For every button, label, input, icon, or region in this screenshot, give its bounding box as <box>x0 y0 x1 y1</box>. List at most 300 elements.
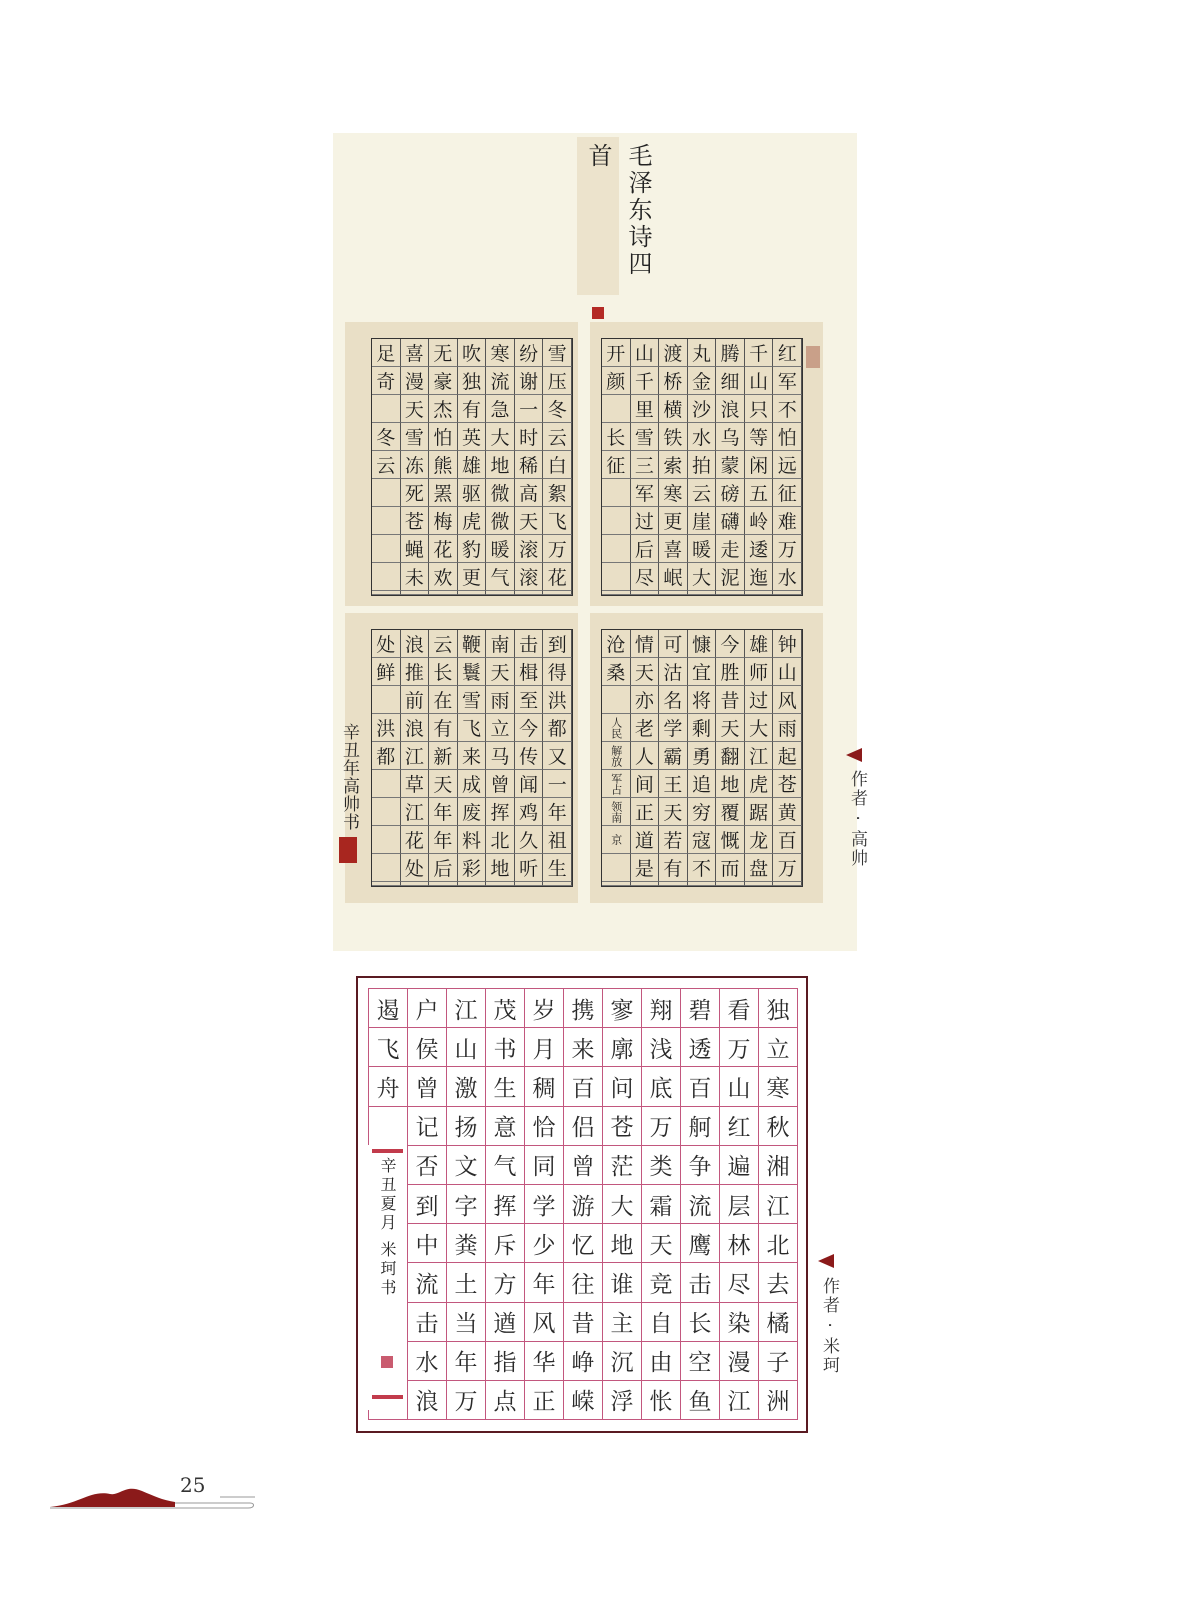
grid-cell <box>429 591 458 595</box>
grid-cell: 道 <box>631 826 660 854</box>
grid-cell: 浪 <box>401 714 430 742</box>
author-label-gaoshuai: 作者 · 高帅 <box>847 770 867 869</box>
grid-cell: 江 <box>720 1381 759 1420</box>
inscription-bottom-bar <box>372 1395 403 1399</box>
grid-cell: 雪 <box>401 423 430 451</box>
grid-cell: 云 <box>429 630 458 658</box>
grid-cell: 时 <box>515 423 544 451</box>
grid-cell: 推 <box>401 658 430 686</box>
grid-cell: 北 <box>759 1224 798 1263</box>
grid-cell <box>773 882 802 886</box>
grid-cell <box>369 1107 408 1146</box>
grid-cell: 寒 <box>759 1067 798 1106</box>
grid-cell: 侣 <box>564 1107 603 1146</box>
grid-cell: 云 <box>372 451 401 479</box>
grid-cell: 天 <box>716 714 745 742</box>
grid-cell: 立 <box>486 714 515 742</box>
grid-cell: 吹 <box>458 339 487 367</box>
grid-cell: 横 <box>659 395 688 423</box>
small-seal-icon <box>592 307 604 319</box>
grid-cell: 遒 <box>486 1303 525 1342</box>
grid-cell: 底 <box>642 1067 681 1106</box>
grid-cell: 更 <box>458 563 487 591</box>
grid-cell: 滚 <box>515 535 544 563</box>
grid-cell: 在 <box>429 686 458 714</box>
grid-cell: 茫 <box>603 1146 642 1185</box>
seal-icon <box>381 1356 393 1368</box>
grid-cell: 万 <box>447 1381 486 1420</box>
grid-cell: 礴 <box>716 507 745 535</box>
grid-cell: 霸 <box>659 742 688 770</box>
grid-cell: 磅 <box>716 479 745 507</box>
grid-cell: 怕 <box>429 423 458 451</box>
grid-cell: 军 <box>773 367 802 395</box>
grid-cell: 闲 <box>745 451 774 479</box>
grid-cell <box>543 591 572 595</box>
grid-cell: 至 <box>515 686 544 714</box>
grid-cell: 处 <box>372 630 401 658</box>
grid-cell: 江 <box>401 742 430 770</box>
grid-cell: 由 <box>642 1342 681 1381</box>
grid-cell: 携 <box>564 989 603 1028</box>
grid-cell <box>602 479 631 507</box>
grid-cell: 书 <box>486 1028 525 1067</box>
grid-cell: 风 <box>773 686 802 714</box>
grid-cell: 鹰 <box>681 1224 720 1263</box>
grid-cell: 湘 <box>759 1146 798 1185</box>
grid-cell: 将 <box>688 686 717 714</box>
grid-cell: 大 <box>486 423 515 451</box>
grid-cell: 黄 <box>773 798 802 826</box>
inscription-panel <box>368 1145 407 1410</box>
grid-cell: 万 <box>543 535 572 563</box>
grid-cell: 罴 <box>429 479 458 507</box>
grid-cell: 记 <box>408 1107 447 1146</box>
grid-cell: 冬 <box>543 395 572 423</box>
grid-cell <box>372 686 401 714</box>
grid-cell: 飞 <box>543 507 572 535</box>
grid-cell: 字 <box>447 1185 486 1224</box>
grid-cell: 挥 <box>486 798 515 826</box>
grid-cell: 争 <box>681 1146 720 1185</box>
grid-cell: 指 <box>486 1342 525 1381</box>
grid-cell: 南 <box>486 630 515 658</box>
grid-cell: 追 <box>688 770 717 798</box>
grid-cell <box>688 882 717 886</box>
grid-cell: 纷 <box>515 339 544 367</box>
seal-icon <box>339 837 357 863</box>
grid-cell: 雪 <box>458 686 487 714</box>
grid-cell: 急 <box>486 395 515 423</box>
grid-cell: 类 <box>642 1146 681 1185</box>
grid-cell: 师 <box>745 658 774 686</box>
grid-cell: 不 <box>773 395 802 423</box>
grid-cell: 粪 <box>447 1224 486 1263</box>
grid-cell: 来 <box>564 1028 603 1067</box>
grid-cell: 虎 <box>745 770 774 798</box>
grid-cell: 领南 <box>602 798 631 826</box>
grid-cell <box>745 882 774 886</box>
grid-cell: 主 <box>603 1303 642 1342</box>
grid-cell: 奇 <box>372 367 401 395</box>
grid-cell: 解放 <box>602 742 631 770</box>
grid-cell: 勇 <box>688 742 717 770</box>
grid-cell <box>372 826 401 854</box>
corner-seal-icon <box>806 346 820 368</box>
grid-cell: 尽 <box>720 1263 759 1302</box>
grid-cell: 到 <box>408 1185 447 1224</box>
grid-cell: 花 <box>401 826 430 854</box>
grid-cell: 碧 <box>681 989 720 1028</box>
grid-cell: 廓 <box>603 1028 642 1067</box>
grid-cell <box>602 507 631 535</box>
grid-cell: 流 <box>486 367 515 395</box>
grid-cell: 足 <box>372 339 401 367</box>
grid-cell: 死 <box>401 479 430 507</box>
grid-cell: 浮 <box>603 1381 642 1420</box>
panel-dongyun <box>345 322 578 606</box>
grid-cell: 慨 <box>716 826 745 854</box>
grid-cell: 土 <box>447 1263 486 1302</box>
grid-cell: 蝇 <box>401 535 430 563</box>
grid-cell: 大 <box>603 1185 642 1224</box>
grid-cell: 云 <box>543 423 572 451</box>
grid-cell: 侯 <box>408 1028 447 1067</box>
grid-cell: 前 <box>401 686 430 714</box>
grid-cell: 鬟 <box>458 658 487 686</box>
grid-cell: 怕 <box>773 423 802 451</box>
grid-cell: 透 <box>681 1028 720 1067</box>
grid-cell: 滚 <box>515 563 544 591</box>
grid-qinyuanchun <box>368 988 798 1420</box>
grid-cell: 立 <box>759 1028 798 1067</box>
grid-cell: 游 <box>564 1185 603 1224</box>
grid-cell: 华 <box>525 1342 564 1381</box>
grid-cell: 得 <box>543 658 572 686</box>
grid-cell: 江 <box>447 989 486 1028</box>
grid-cell: 漫 <box>401 367 430 395</box>
title-banner <box>577 137 652 295</box>
grid-cell: 胜 <box>716 658 745 686</box>
grid-cell: 流 <box>408 1263 447 1302</box>
grid-cell: 山 <box>745 367 774 395</box>
grid-cell: 走 <box>716 535 745 563</box>
grid-cell: 云 <box>688 479 717 507</box>
grid-cell: 挥 <box>486 1185 525 1224</box>
grid-cell: 剩 <box>688 714 717 742</box>
grid-cell: 千 <box>631 367 660 395</box>
grid-cell: 有 <box>429 714 458 742</box>
grid-cell: 老 <box>631 714 660 742</box>
grid-cell: 稠 <box>525 1067 564 1106</box>
grid-cell: 迤 <box>745 563 774 591</box>
grid-cell: 大 <box>745 714 774 742</box>
grid-cell: 怅 <box>642 1381 681 1420</box>
grid-cell: 杰 <box>429 395 458 423</box>
grid-cell: 峥 <box>564 1342 603 1381</box>
grid-cell: 少 <box>525 1224 564 1263</box>
grid-cell: 百 <box>773 826 802 854</box>
grid-cell: 山 <box>773 658 802 686</box>
grid-cell <box>515 591 544 595</box>
grid-cell: 击 <box>515 630 544 658</box>
grid-cell: 起 <box>773 742 802 770</box>
grid-cell: 寒 <box>486 339 515 367</box>
grid-cell: 看 <box>720 989 759 1028</box>
grid-cell <box>602 882 631 886</box>
panel-nanjing <box>590 613 823 903</box>
grid-cell: 问 <box>603 1067 642 1106</box>
grid-cell: 击 <box>408 1303 447 1342</box>
grid-cell: 逶 <box>745 535 774 563</box>
grid-cell: 喜 <box>659 535 688 563</box>
grid-cell: 沉 <box>603 1342 642 1381</box>
grid-changzheng <box>601 338 803 596</box>
grid-cell: 百 <box>681 1067 720 1106</box>
grid-cell: 鸡 <box>515 798 544 826</box>
grid-cell: 浪 <box>408 1381 447 1420</box>
grid-cell: 压 <box>543 367 572 395</box>
grid-cell: 暖 <box>486 535 515 563</box>
grid-cell: 人民 <box>602 714 631 742</box>
grid-cell: 浪 <box>716 395 745 423</box>
grid-cell: 拍 <box>688 451 717 479</box>
grid-cell: 天 <box>631 658 660 686</box>
grid-cell: 空 <box>681 1342 720 1381</box>
grid-cell: 流 <box>681 1185 720 1224</box>
inscription-top-bar <box>372 1149 403 1153</box>
grid-cell: 崖 <box>688 507 717 535</box>
grid-cell: 气 <box>486 563 515 591</box>
grid-cell: 风 <box>525 1303 564 1342</box>
grid-cell: 豹 <box>458 535 487 563</box>
grid-cell: 乌 <box>716 423 745 451</box>
grid-cell: 水 <box>408 1342 447 1381</box>
grid-cell: 雨 <box>486 686 515 714</box>
grid-cell: 京 <box>602 826 631 854</box>
grid-cell: 新 <box>429 742 458 770</box>
grid-cell: 霜 <box>642 1185 681 1224</box>
grid-cell: 开 <box>602 339 631 367</box>
grid-cell: 欢 <box>429 563 458 591</box>
grid-cell <box>602 563 631 591</box>
grid-cell: 都 <box>543 714 572 742</box>
grid-cell: 而 <box>716 854 745 882</box>
grid-cell: 年 <box>429 826 458 854</box>
grid-cell: 宜 <box>688 658 717 686</box>
grid-cell: 浅 <box>642 1028 681 1067</box>
grid-cell: 若 <box>659 826 688 854</box>
grid-cell: 料 <box>458 826 487 854</box>
grid-cell: 后 <box>429 854 458 882</box>
grid-cell: 雄 <box>458 451 487 479</box>
grid-cell: 英 <box>458 423 487 451</box>
grid-cell: 梅 <box>429 507 458 535</box>
grid-cell: 军 <box>631 479 660 507</box>
grid-cell: 喜 <box>401 339 430 367</box>
grid-cell: 学 <box>525 1185 564 1224</box>
grid-cell: 浪 <box>401 630 430 658</box>
grid-cell <box>602 535 631 563</box>
grid-cell: 鲜 <box>372 658 401 686</box>
grid-cell: 等 <box>745 423 774 451</box>
author-label-mike: 作者 · 米珂 <box>819 1277 839 1376</box>
grid-cell: 洪 <box>543 686 572 714</box>
grid-cell: 久 <box>515 826 544 854</box>
grid-cell: 絮 <box>543 479 572 507</box>
grid-cell: 寒 <box>659 479 688 507</box>
grid-cell: 山 <box>720 1067 759 1106</box>
grid-cell: 当 <box>447 1303 486 1342</box>
grid-cell: 点 <box>486 1381 525 1420</box>
grid-cell: 苍 <box>603 1107 642 1146</box>
grid-cell: 花 <box>543 563 572 591</box>
grid-hongdu <box>371 629 573 887</box>
grid-cell: 雪 <box>543 339 572 367</box>
grid-cell: 征 <box>773 479 802 507</box>
grid-cell: 金 <box>688 367 717 395</box>
grid-cell <box>486 882 515 886</box>
grid-cell: 忆 <box>564 1224 603 1263</box>
grid-cell: 钟 <box>773 630 802 658</box>
grid-cell: 里 <box>631 395 660 423</box>
calligraphy-artwork-mike <box>356 976 808 1433</box>
grid-cell: 未 <box>401 563 430 591</box>
grid-cell: 盘 <box>745 854 774 882</box>
grid-cell <box>372 591 401 595</box>
grid-cell: 大 <box>688 563 717 591</box>
grid-cell: 江 <box>401 798 430 826</box>
grid-cell <box>515 882 544 886</box>
grid-cell: 成 <box>458 770 487 798</box>
grid-cell: 天 <box>515 507 544 535</box>
grid-cell: 意 <box>486 1107 525 1146</box>
mountain-logo-icon <box>50 1480 260 1510</box>
grid-cell: 年 <box>429 798 458 826</box>
grid-cell: 地 <box>486 854 515 882</box>
grid-cell: 暖 <box>688 535 717 563</box>
panel-hongdu <box>345 613 578 903</box>
grid-cell: 废 <box>458 798 487 826</box>
grid-cell: 有 <box>458 395 487 423</box>
grid-cell: 有 <box>659 854 688 882</box>
grid-cell: 彩 <box>458 854 487 882</box>
grid-cell: 处 <box>401 854 430 882</box>
grid-cell: 难 <box>773 507 802 535</box>
grid-cell: 听 <box>515 854 544 882</box>
grid-cell <box>372 770 401 798</box>
grid-cell: 五 <box>745 479 774 507</box>
grid-cell: 岷 <box>659 563 688 591</box>
grid-cell <box>602 686 631 714</box>
grid-cell: 沧 <box>602 630 631 658</box>
grid-cell: 岁 <box>525 989 564 1028</box>
grid-cell: 微 <box>486 479 515 507</box>
grid-cell <box>372 395 401 423</box>
grid-cell: 沙 <box>688 395 717 423</box>
grid-cell: 虎 <box>458 507 487 535</box>
grid-cell: 天 <box>486 658 515 686</box>
grid-cell: 鱼 <box>681 1381 720 1420</box>
grid-cell: 过 <box>745 686 774 714</box>
grid-cell: 三 <box>631 451 660 479</box>
grid-cell: 舸 <box>681 1107 720 1146</box>
grid-cell: 王 <box>659 770 688 798</box>
grid-cell: 又 <box>543 742 572 770</box>
arrow-icon <box>846 748 862 762</box>
grid-cell: 万 <box>642 1107 681 1146</box>
grid-cell: 祖 <box>543 826 572 854</box>
grid-cell: 天 <box>429 770 458 798</box>
grid-cell <box>602 591 631 595</box>
grid-cell: 文 <box>447 1146 486 1185</box>
grid-cell: 天 <box>659 798 688 826</box>
grid-cell: 桥 <box>659 367 688 395</box>
grid-cell: 桑 <box>602 658 631 686</box>
grid-cell: 草 <box>401 770 430 798</box>
grid-cell <box>401 882 430 886</box>
grid-cell <box>458 882 487 886</box>
grid-cell: 斥 <box>486 1224 525 1263</box>
grid-cell <box>401 591 430 595</box>
grid-cell: 无 <box>429 339 458 367</box>
grid-cell: 万 <box>773 535 802 563</box>
grid-cell: 洪 <box>372 714 401 742</box>
grid-cell: 地 <box>716 770 745 798</box>
grid-cell <box>372 479 401 507</box>
grid-cell: 铁 <box>659 423 688 451</box>
grid-cell <box>372 507 401 535</box>
grid-cell: 军占 <box>602 770 631 798</box>
arrow-icon <box>818 1254 834 1268</box>
grid-cell: 人 <box>631 742 660 770</box>
grid-cell: 山 <box>447 1028 486 1067</box>
grid-cell: 扬 <box>447 1107 486 1146</box>
panel-changzheng <box>590 322 823 606</box>
inscription: 辛丑夏月 米珂书 <box>378 1157 397 1299</box>
grid-cell <box>602 395 631 423</box>
grid-cell: 昔 <box>564 1303 603 1342</box>
grid-cell <box>631 591 660 595</box>
grid-cell: 不 <box>688 854 717 882</box>
grid-cell: 泥 <box>716 563 745 591</box>
grid-cell: 天 <box>642 1224 681 1263</box>
grid-cell: 遍 <box>720 1146 759 1185</box>
grid-cell: 往 <box>564 1263 603 1302</box>
grid-cell: 白 <box>543 451 572 479</box>
grid-cell: 蒙 <box>716 451 745 479</box>
grid-cell: 鞭 <box>458 630 487 658</box>
grid-cell: 遏 <box>369 989 408 1028</box>
signature: 辛丑年高帅书 <box>339 723 359 831</box>
grid-cell: 冬 <box>372 423 401 451</box>
grid-cell <box>372 563 401 591</box>
grid-cell: 万 <box>773 854 802 882</box>
grid-dongyun <box>371 338 573 596</box>
grid-cell: 嵘 <box>564 1381 603 1420</box>
grid-cell: 飞 <box>369 1028 408 1067</box>
grid-cell: 间 <box>631 770 660 798</box>
grid-cell: 亦 <box>631 686 660 714</box>
grid-cell: 秋 <box>759 1107 798 1146</box>
grid-cell: 谁 <box>603 1263 642 1302</box>
grid-cell: 一 <box>515 395 544 423</box>
grid-cell <box>372 854 401 882</box>
grid-cell: 曾 <box>564 1146 603 1185</box>
grid-cell: 踞 <box>745 798 774 826</box>
grid-cell <box>773 591 802 595</box>
grid-cell <box>659 591 688 595</box>
